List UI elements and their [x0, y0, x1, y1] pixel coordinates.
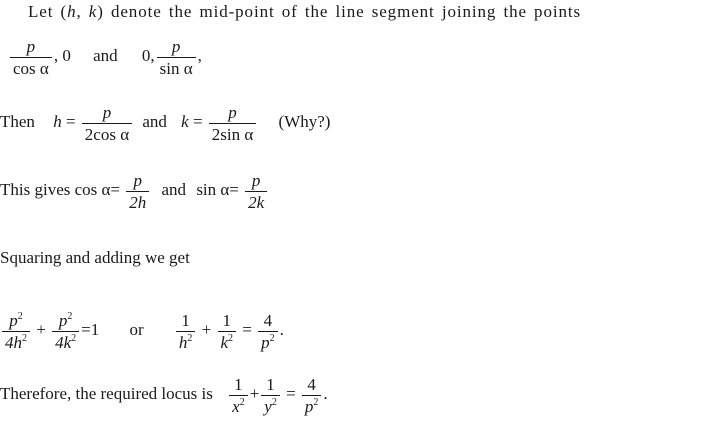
- fraction-1-x2: $\frac{1}{x^2}$: [229, 374, 248, 417]
- fraction-p2-4h2: $\frac{p^2}{4h^2}$: [2, 310, 30, 353]
- fraction-sin: $\frac{p}{2k}$: [245, 170, 267, 213]
- fraction-k: $\frac{p}{\text{2sin α}}$: [209, 102, 257, 145]
- fraction-1-h2: $\frac{1}{h^2}$: [176, 310, 196, 353]
- sum-equation: $\frac{p^2}{4h^2}$ + $\frac{p^2}{4k^2}$ =1 or $\frac{1}{h^2}$ + $\frac{1}{k^2}$ = $\frac{4}{p^2}$ .: [0, 308, 284, 353]
- fraction-h: $\frac{p}{\text{2cos α}}$: [82, 102, 132, 145]
- points-expression: $\frac{p}{\text{cos α}}$ , 0 and 0, $\frac{p}{\text{sin α}}$ ,: [8, 34, 202, 79]
- fraction-1-k2: $\frac{1}{k^2}$: [218, 310, 237, 353]
- cos-sin-expressions: This gives cos α= $\frac{p}{2h}$ and sin α= $\frac{p}{2k}$: [0, 168, 269, 213]
- fraction-4-p2: $\frac{4}{p^2}$: [258, 310, 278, 353]
- midpoint-equations: Then h = $\frac{p}{\text{2cos α}}$ and k = $\frac{p}{\text{2sin α}}$ (Why?): [0, 102, 331, 144]
- fraction-p-over-sin: $\frac{p}{\text{sin α}}$: [157, 36, 196, 79]
- squaring-sentence: Squaring and adding we get: [0, 248, 190, 267]
- locus-equation: Therefore, the required locus is $\frac{1}{x^2}$ + $\frac{1}{y^2}$ = $\frac{4}{p^2}$ .: [0, 374, 328, 416]
- fraction-4-p2-locus: $\frac{4}{p^2}$: [302, 374, 322, 417]
- fraction-cos: $\frac{p}{2h}$: [126, 170, 149, 213]
- fraction-1-y2: $\frac{1}{y^2}$: [261, 374, 280, 417]
- intro-sentence: Let (h, k) denote the mid-point of the line segment joining the points: [28, 2, 582, 21]
- fraction-p2-4k2: $\frac{p^2}{4k^2}$: [52, 310, 79, 353]
- fraction-p-over-cos: $\frac{p}{\text{cos α}}$: [10, 36, 52, 79]
